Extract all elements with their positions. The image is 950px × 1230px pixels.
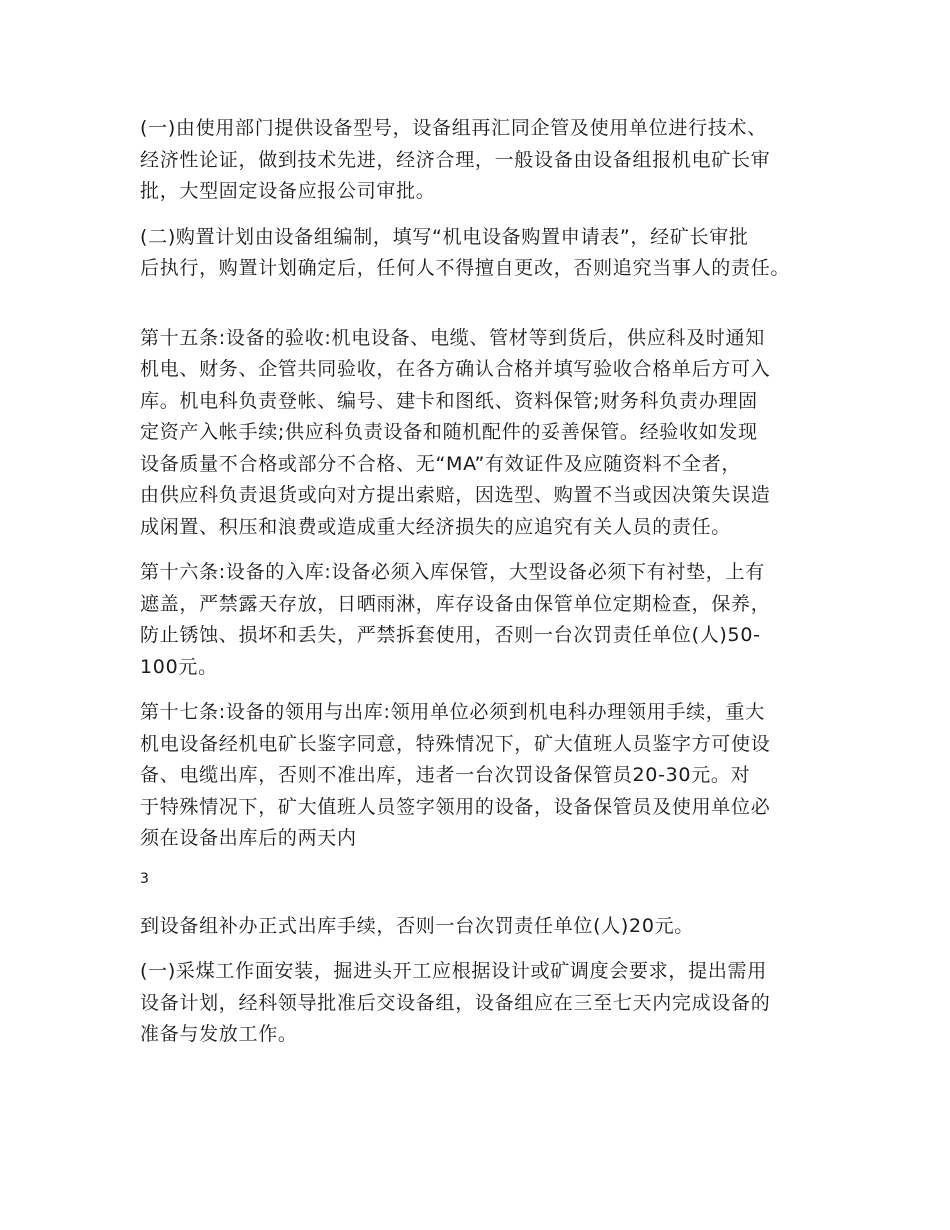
- paragraph-purchase-argument: (一)由使用部门提供设备型号，设备组再汇同企管及使用单位进行技术、 经济性论证，做到技术先进，经济合理，一般设备由设备组报机电矿长审 批，大型固定设备应报公司审批。: [140, 117, 771, 202]
- paragraph-article-16: 第十六条:设备的入库:设备必须入库保管，大型设备必须下有衬垫，上有 遮盖，严禁露天存放，日晒雨淋，库存设备由保管单位定期检查，保养， 防止锈蚀、损坏和丢失，严禁拆套使用，否则一台次罚责任单位(人)50- 100元。: [140, 561, 771, 678]
- paragraph-continuation: 到设备组补办正式出库手续，否则一台次罚责任单位(人)20元。: [140, 914, 695, 937]
- paragraph-article-17: 第十七条:设备的领用与出库:领用单位必须到机电科办理领用手续，重大 机电设备经机电矿长鉴字同意，特殊情况下，矿大值班人员鉴字方可使设 备、电缆出库，否则不准出库，违者一台次罚设备保管员20-30元。对 于特殊情况下，矿大值班人员签字领用的设备，设备保管员及使用单位必 须在设备出库后的两天内: [140, 701, 771, 849]
- page-number: 3: [140, 870, 149, 887]
- paragraph-article-15: 第十五条:设备的验收:机电设备、电缆、管材等到货后，供应科及时通知 机电、财务、企管共同验收，在各方确认合格并填写验收合格单后方可入 库。机电科负责登帐、编号、建卡和图纸、资料保管;财务科负责办理固 定资产入帐手续;供应科负责设备和随机配件的妥善保管。经验收如发现 设备质量不合格或部分不合格、无“MA”有效证件及应随资料不全者， 由供应科负责退货或向对方提出索赔，因选型、购置不当或因决策失误造 成闲置、积压和浪费或造成重大经济损失的应追究有关人员的责任。: [140, 326, 771, 538]
- paragraph-installation: (一)采煤工作面安装，掘进头开工应根据设计或矿调度会要求，提出需用 设备计划，经科领导批准后交设备组，设备组应在三至七天内完成设备的 准备与发放工作。: [140, 960, 771, 1045]
- paragraph-purchase-plan: (二)购置计划由设备组编制，填写“机电设备购置申请表”，经矿长审批 后执行，购置计划确定后，任何人不得擅自更改，否则追究当事人的责任。: [140, 225, 791, 279]
